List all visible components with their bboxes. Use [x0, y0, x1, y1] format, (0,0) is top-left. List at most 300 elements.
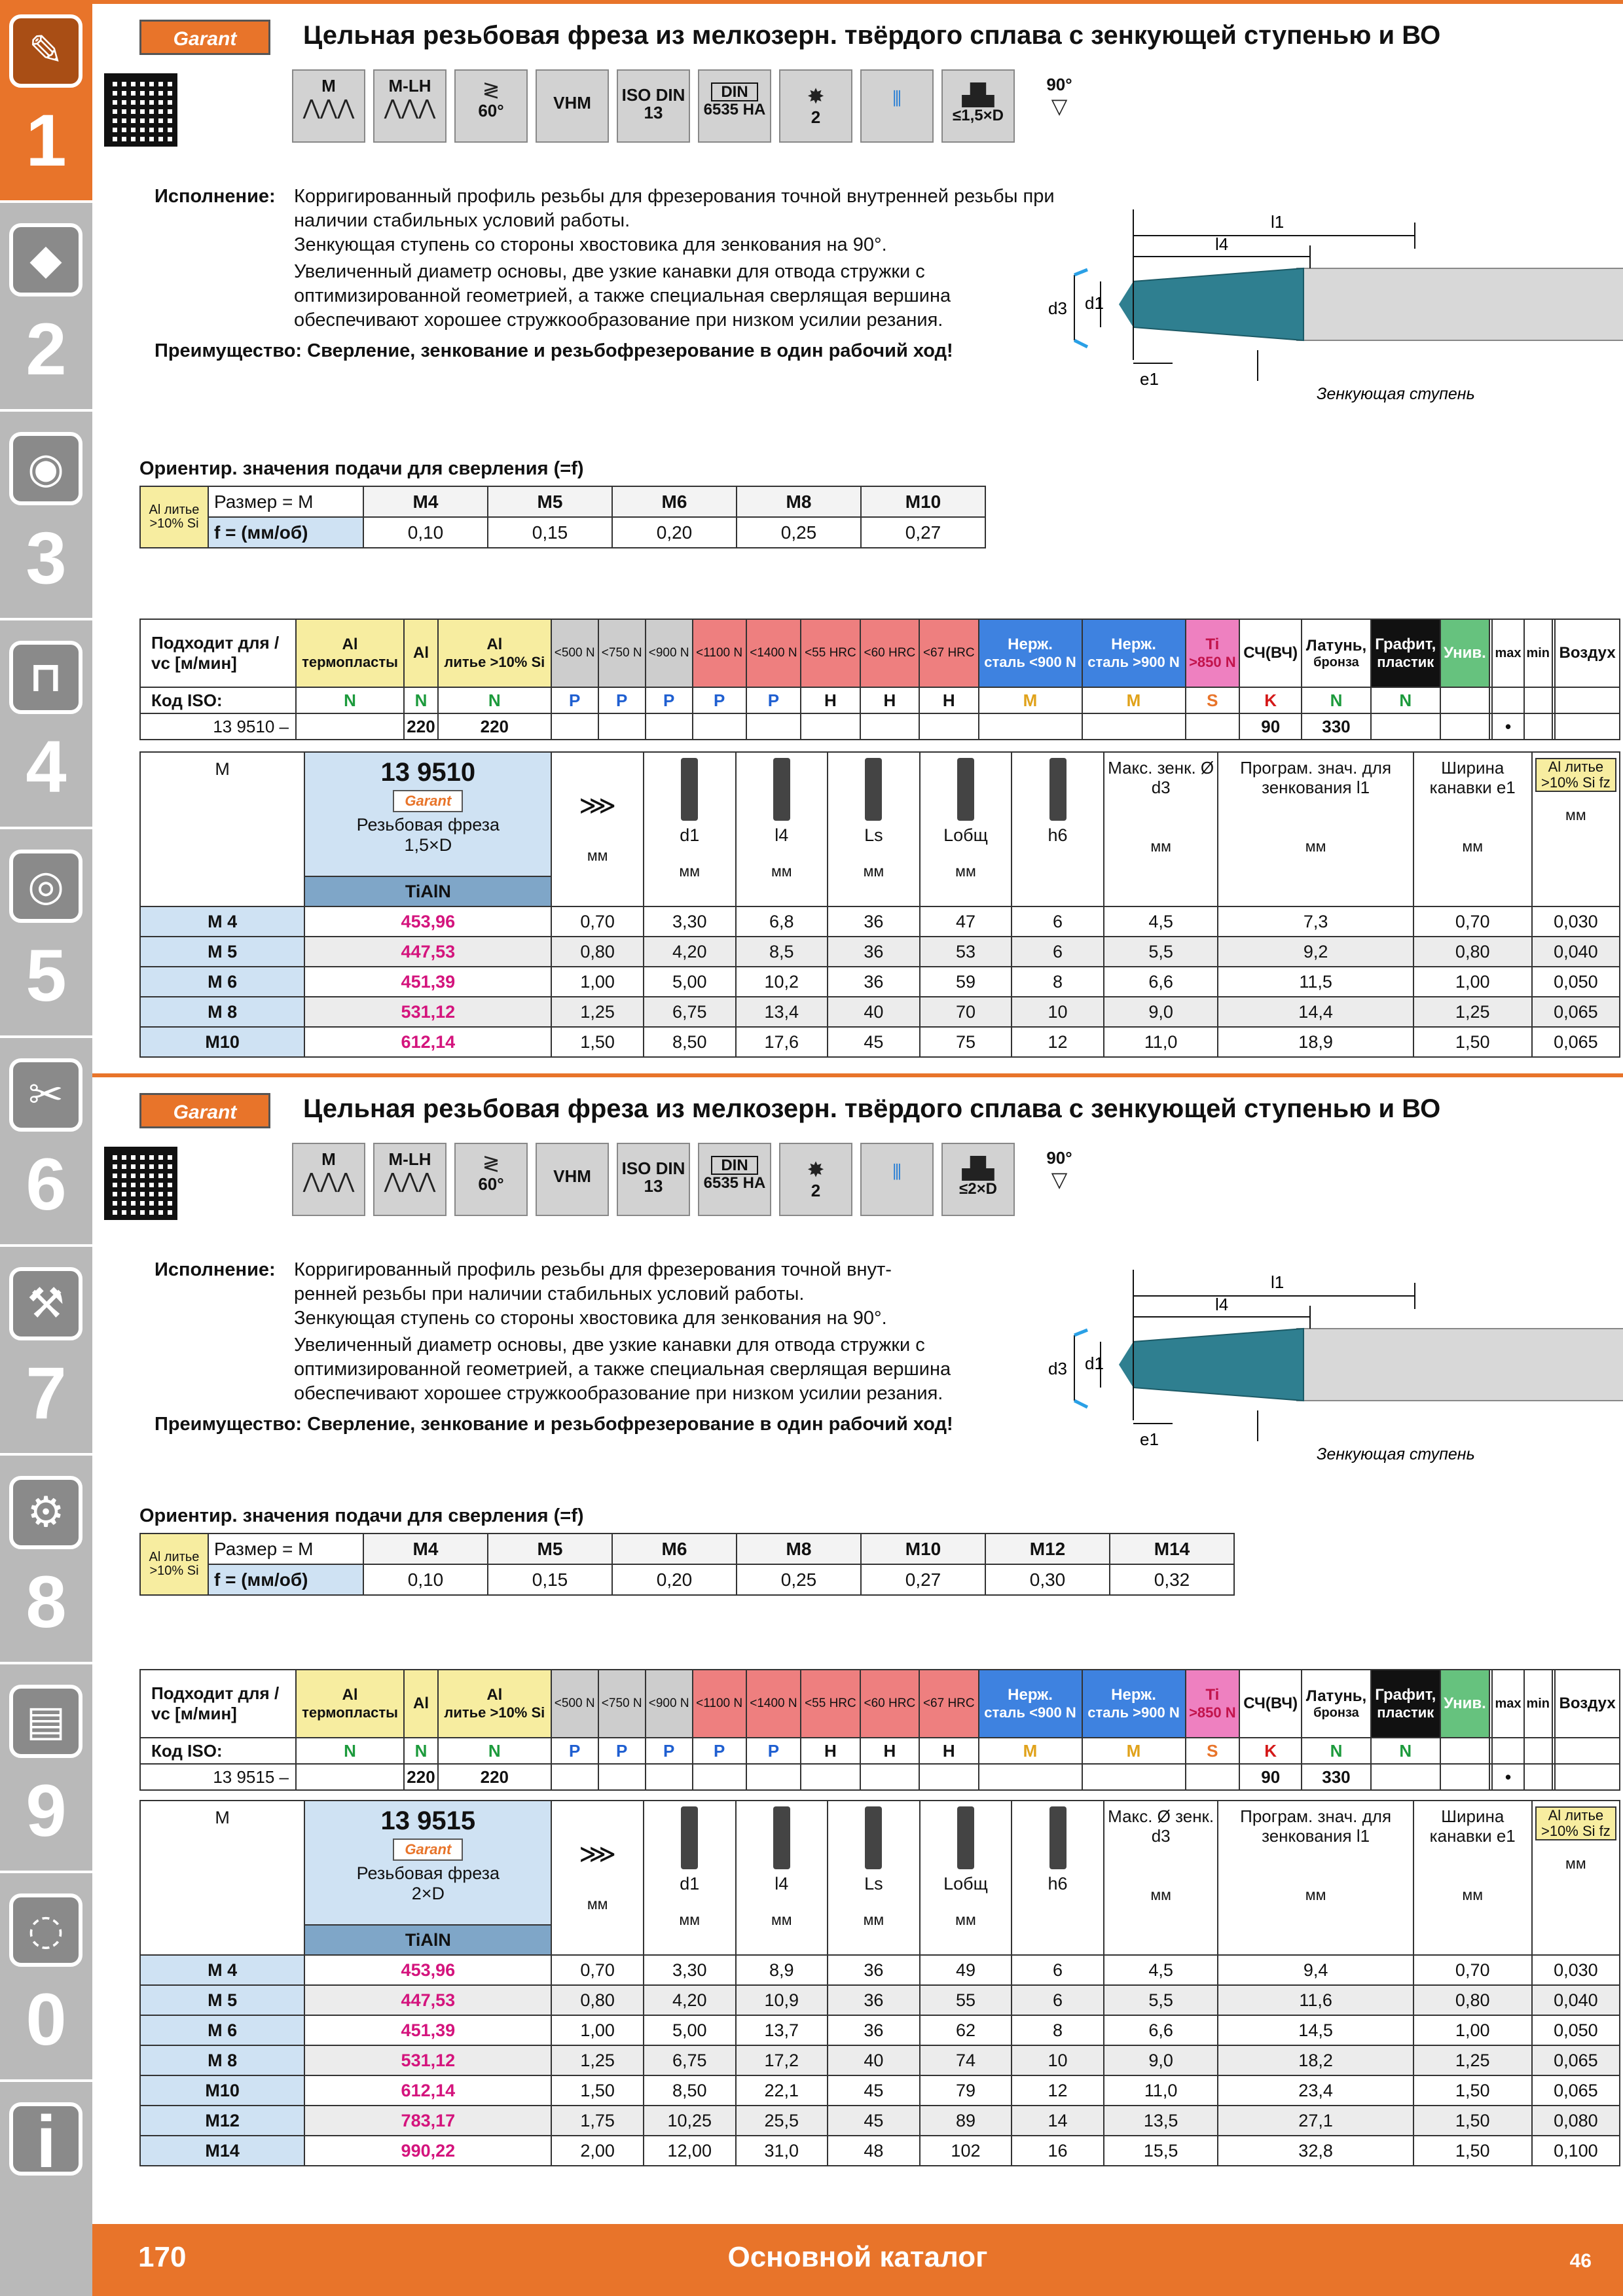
cell: 62 [920, 2015, 1012, 2045]
material-col: <67 HRC [919, 1670, 978, 1738]
iso-code: H [801, 1738, 860, 1764]
iso-code: N [438, 687, 551, 713]
table-row [140, 1027, 1620, 1057]
cell: 10 [1012, 2045, 1104, 2075]
thread-size: M12 [140, 2106, 304, 2136]
material-col: <900 N [646, 619, 693, 687]
table-row [140, 2015, 1620, 2045]
max-countersink-col: Макс. Ø зенк. d3 мм [1104, 1801, 1218, 1955]
garant-logo: Garant [139, 1093, 270, 1128]
carbide-icon: VHM [536, 69, 609, 143]
price: 451,39 [304, 967, 551, 997]
cutting-speed [746, 1764, 801, 1790]
cell: 36 [828, 967, 920, 997]
iso-code: N [296, 1738, 404, 1764]
cutting-speed: 330 [1302, 1764, 1370, 1790]
chapter-tab-2[interactable] [0, 209, 92, 412]
cell: 0,040 [1532, 937, 1620, 967]
iso-code: M [1082, 1738, 1186, 1764]
cutting-speed [551, 713, 598, 740]
cell: 11,5 [1218, 967, 1413, 997]
iso-code: P [551, 1738, 598, 1764]
material-col: Латунь, бронза [1302, 619, 1370, 687]
chuck-icon: ◉ [9, 432, 82, 505]
cell: 16 [1012, 2136, 1104, 2166]
tool-diagram [1035, 1270, 1623, 1466]
feed-table [139, 486, 986, 548]
advantage [155, 1414, 953, 1435]
feed-size: M5 [488, 486, 612, 517]
cutting-speed [693, 713, 746, 740]
thread-size: M 5 [140, 937, 304, 967]
iso-code: M [979, 687, 1082, 713]
cell: 4,20 [644, 937, 736, 967]
cell: 70 [920, 997, 1012, 1027]
cell: 0,80 [551, 1985, 644, 2015]
caliper-icon: ⊓ [9, 641, 82, 714]
cutting-speed [860, 713, 919, 740]
material-col: min [1524, 619, 1552, 687]
chapter-number: 5 [26, 935, 67, 1016]
price: 447,53 [304, 1985, 551, 2015]
feed-value: 0,30 [985, 1564, 1110, 1595]
table-row [140, 937, 1620, 967]
wrench-icon: ✂ [9, 1058, 82, 1132]
cell: 0,70 [551, 1955, 644, 1985]
iso-code: K [1239, 1738, 1302, 1764]
material-col: Al [404, 1670, 438, 1738]
product-section-1 [92, 0, 1623, 1073]
material-col: Al литье >10% Si [438, 1670, 551, 1738]
tool-icon [681, 1806, 698, 1869]
price: 612,14 [304, 1027, 551, 1057]
iso-code: P [646, 687, 693, 713]
advantage-label: Преимущество: [155, 1414, 302, 1435]
material-col: <500 N [551, 619, 598, 687]
f-label: f = (мм/об) [208, 517, 363, 548]
cell: 6 [1012, 937, 1104, 967]
price: 531,12 [304, 2045, 551, 2075]
cell: 48 [828, 2136, 920, 2166]
material-col: Нерж. сталь <900 N [979, 1670, 1082, 1738]
din-standard-icon: DIN 6535 HA [698, 1143, 771, 1216]
cell: 17,2 [736, 2045, 828, 2075]
depth-icon: ▟▙ ≤1,5×D [941, 69, 1015, 143]
cell: 6,75 [644, 997, 736, 1027]
cutting-speed: 220 [438, 713, 551, 740]
cell: 18,9 [1218, 1027, 1413, 1057]
cell: 4,20 [644, 1985, 736, 2015]
material-col: <1400 N [746, 1670, 801, 1738]
ls-col: Ls мм [828, 1801, 920, 1955]
col-m: M [140, 1801, 304, 1955]
cutting-speed: 90 [1239, 713, 1302, 740]
feed-size: M10 [861, 486, 985, 517]
l4-label: l4 [1215, 234, 1229, 254]
material-col: <55 HRC [801, 1670, 860, 1738]
iso-code [1440, 687, 1489, 713]
material-col: <900 N [646, 1670, 693, 1738]
thread-size: M 6 [140, 2015, 304, 2045]
price: 612,14 [304, 2075, 551, 2106]
iso-code: P [746, 1738, 801, 1764]
advantage [155, 340, 953, 362]
cutting-speed [551, 1764, 598, 1790]
feed-table [139, 1533, 1235, 1596]
material-col: <500 N [551, 1670, 598, 1738]
thread-size: M 4 [140, 906, 304, 937]
cell: 10,2 [736, 967, 828, 997]
cell: 5,5 [1104, 937, 1218, 967]
iso-code: P [598, 687, 646, 713]
cell: 1,00 [551, 967, 644, 997]
cell: 4,5 [1104, 906, 1218, 937]
thread-size: M 8 [140, 997, 304, 1027]
cell: 1,00 [551, 2015, 644, 2045]
cutting-speed [1371, 1764, 1440, 1790]
feed-value: 0,27 [861, 517, 985, 548]
iso-code: P [693, 1738, 746, 1764]
depth-icon: ▟▙ ≤2×D [941, 1143, 1015, 1216]
design-line: Корригированный профиль резьбы для фрезерования точной внут- [294, 1259, 892, 1280]
h6-col: h6 [1012, 1801, 1104, 1955]
cell: 1,50 [551, 1027, 644, 1057]
feed-size: M4 [363, 486, 488, 517]
cell: 23,4 [1218, 2075, 1413, 2106]
page-footer [92, 2224, 1623, 2296]
chapter-tab-3[interactable] [0, 418, 92, 620]
cutting-speed [296, 713, 404, 740]
cell: 74 [920, 2045, 1012, 2075]
thread-size: M 6 [140, 967, 304, 997]
cell: 75 [920, 1027, 1012, 1057]
iso-code: H [860, 1738, 919, 1764]
iso-code: P [551, 687, 598, 713]
feed-size: M8 [737, 1534, 861, 1564]
material-col: СЧ(ВЧ) [1239, 619, 1302, 687]
cutting-speed [801, 1764, 860, 1790]
col-m: M [140, 752, 304, 906]
chapter-number: i [35, 2101, 57, 2183]
design-line: ренней резьбы при наличии стабильных условий работы. [294, 1283, 805, 1304]
feature-icons [292, 1143, 1096, 1220]
iso-code: N [1302, 1738, 1370, 1764]
thread-size: M10 [140, 2075, 304, 2106]
cell: 1,25 [1413, 997, 1532, 1027]
material-col: Графит, пластик [1371, 1670, 1440, 1738]
design-line: Зенкующая ступень со стороны хвостовика для зенкования на 90°. [294, 1308, 887, 1329]
iso-code: H [860, 687, 919, 713]
chapter-tab-1[interactable] [0, 0, 92, 203]
material-col: СЧ(ВЧ) [1239, 1670, 1302, 1738]
section-divider [92, 0, 1623, 4]
cabinet-icon: ▤ [9, 1685, 82, 1758]
price: 451,39 [304, 2015, 551, 2045]
cell: 0,030 [1532, 1955, 1620, 1985]
chapter-tab-5[interactable] [0, 835, 92, 1038]
feed-size: M5 [488, 1534, 612, 1564]
chapter-tab-8[interactable] [0, 1462, 92, 1664]
cell: 0,80 [1413, 1985, 1532, 2015]
cell: 5,5 [1104, 1985, 1218, 2015]
chapter-number: 0 [26, 1979, 67, 2060]
iso-code: N [438, 1738, 551, 1764]
insert-icon: ◆ [9, 223, 82, 296]
d1-label: d1 [1085, 1354, 1104, 1373]
cell: 6 [1012, 906, 1104, 937]
cell: 0,80 [1413, 937, 1532, 967]
cutting-speed [646, 1764, 693, 1790]
material-col: Графит, пластик [1371, 619, 1440, 687]
page-number: 170 [138, 2241, 187, 2273]
cutting-speed: 220 [438, 1764, 551, 1790]
feed-value: 0,10 [363, 1564, 488, 1595]
cell: 6,8 [736, 906, 828, 937]
tool-icon [773, 758, 790, 821]
cell: 4,5 [1104, 1955, 1218, 1985]
cell: 1,25 [1413, 2045, 1532, 2075]
article-cell [304, 752, 551, 876]
feed-size: M14 [1110, 1534, 1234, 1564]
thread-profile-icon: ⋙ мм [551, 752, 644, 906]
feed-size: M10 [861, 1534, 985, 1564]
material-col: <750 N [598, 619, 646, 687]
cutting-speed: 330 [1302, 713, 1370, 740]
design-line: Увеличенный диаметр основы, две узкие канавки для отвода стружки с [294, 1335, 925, 1355]
iso-code [1492, 1738, 1523, 1764]
cell: 5,00 [644, 2015, 736, 2045]
d3-label: d3 [1048, 298, 1067, 318]
tool-icon [1049, 758, 1067, 821]
cell: 6 [1012, 1955, 1104, 1985]
feed-size: M8 [737, 486, 861, 517]
l1-label: l1 [1271, 212, 1285, 232]
cell: 0,040 [1532, 1985, 1620, 2015]
dimensions-table [139, 751, 1620, 1058]
feed-value: 0,25 [737, 1564, 861, 1595]
material-col: Al термопласты [296, 619, 404, 687]
garant-logo: Garant [139, 20, 270, 55]
coating: TiAlN [304, 1925, 551, 1955]
iso-code: P [746, 687, 801, 713]
feed-value: 0,10 [363, 517, 488, 548]
al-cast-badge: Al литье >10% Si [140, 1534, 208, 1595]
cell: 10,25 [644, 2106, 736, 2136]
cell: 45 [828, 1027, 920, 1057]
size-label: Размер = М [208, 486, 363, 517]
cell: 9,0 [1104, 997, 1218, 1027]
iso-code [1555, 687, 1620, 713]
design-line: оптимизированной геометрией, а также специальная сверлящая вершина [294, 285, 951, 306]
iso-code: M [1082, 687, 1186, 713]
toolbox-icon: ⚙ [9, 1476, 82, 1549]
cell: 0,050 [1532, 2015, 1620, 2045]
d1-col: d1 мм [644, 752, 736, 906]
feed-size: M6 [612, 486, 737, 517]
drill-icon: ✎ [9, 14, 82, 88]
material-col: Унив. [1440, 1670, 1489, 1738]
chapter-number: 2 [26, 308, 67, 390]
feed-title: Ориентир. значения подачи для сверления (=f) [139, 1505, 584, 1526]
din-standard-icon: DIN 6535 HA [698, 69, 771, 143]
table-row [140, 2136, 1620, 2166]
l4-col: l4 мм [736, 1801, 828, 1955]
iso-code: N [404, 1738, 438, 1764]
product-title: Цельная резьбовая фреза из мелкозерн. твёрдого сплава с зенкующей ступенью и ВО [303, 1094, 1441, 1123]
cutting-speed [1186, 713, 1240, 740]
cutting-speed [746, 713, 801, 740]
chapter-tab-4[interactable] [0, 626, 92, 829]
material-col: min [1524, 1670, 1552, 1738]
iso-code: N [404, 687, 438, 713]
iso-code [1555, 1738, 1620, 1764]
material-col: Воздух [1555, 619, 1620, 687]
garant-mini-logo: Garant [393, 1839, 463, 1861]
chapter-number: 1 [26, 99, 67, 181]
cell: 3,30 [644, 1955, 736, 1985]
design-line: обеспечивают хорошее стружкообразование при низком усилии резания. [294, 310, 943, 331]
cell: 59 [920, 967, 1012, 997]
pliers-icon: ⚒ [9, 1267, 82, 1340]
size-label: Размер = М [208, 1534, 363, 1564]
cell: 8,50 [644, 1027, 736, 1057]
cell: 10 [1012, 997, 1104, 1027]
cell: 40 [828, 997, 920, 1027]
material-col: Al литье >10% Si [438, 619, 551, 687]
cell: 13,5 [1104, 2106, 1218, 2136]
chapter-tab-6[interactable] [0, 1044, 92, 1247]
cell: 8 [1012, 2015, 1104, 2045]
cell: 0,100 [1532, 2136, 1620, 2166]
thread-size: M10 [140, 1027, 304, 1057]
iso-code: N [1371, 1738, 1440, 1764]
iso-code: H [919, 1738, 978, 1764]
iso-code: P [598, 1738, 646, 1764]
l4-label: l4 [1215, 1295, 1229, 1314]
cutting-speed [860, 1764, 919, 1790]
iso-code [1440, 1738, 1489, 1764]
table-row [140, 997, 1620, 1027]
iso-code: H [801, 687, 860, 713]
cell: 45 [828, 2106, 920, 2136]
table-row [140, 967, 1620, 997]
tool-icon [957, 758, 974, 821]
material-col: <60 HRC [860, 1670, 919, 1738]
cell: 89 [920, 2106, 1012, 2136]
cutting-speed: • [1492, 1764, 1523, 1790]
cell: 45 [828, 2075, 920, 2106]
max-countersink-col: Макс. зенк. Ø d3 мм [1104, 752, 1218, 906]
cell: 1,25 [551, 997, 644, 1027]
table-row [140, 2075, 1620, 2106]
cell: 11,6 [1218, 1985, 1413, 2015]
chapter-tab-9[interactable] [0, 1670, 92, 1873]
thread-size: M14 [140, 2136, 304, 2166]
cell: 1,75 [551, 2106, 644, 2136]
cutting-speed [1555, 1764, 1620, 1790]
cell: 0,065 [1532, 1027, 1620, 1057]
cell: 14,5 [1218, 2015, 1413, 2045]
feed-value: 0,20 [612, 1564, 737, 1595]
material-col: <55 HRC [801, 619, 860, 687]
cell: 12 [1012, 2075, 1104, 2106]
cutting-speed [979, 713, 1082, 740]
article-cell [304, 1801, 551, 1925]
qr-code-icon[interactable] [104, 73, 177, 147]
material-col: Ti >850 N [1186, 1670, 1240, 1738]
table-row [140, 2106, 1620, 2136]
qr-code-icon[interactable] [104, 1147, 177, 1220]
chapter-sidebar [0, 0, 92, 2296]
design-line: оптимизированной геометрией, а также специальная сверлящая вершина [294, 1359, 951, 1380]
thread-angle-icon: ≷ 60° [454, 1143, 528, 1216]
step-caption: Зенкующая ступень [1317, 385, 1475, 403]
material-col: max [1492, 1670, 1523, 1738]
materials-label: Подходит для / vc [м/мин] [140, 1670, 296, 1738]
design-label: Исполнение: [155, 186, 276, 207]
cell: 102 [920, 2136, 1012, 2166]
tool-ratio: 1,5×D [404, 835, 452, 855]
cell: 31,0 [736, 2136, 828, 2166]
material-col: <750 N [598, 1670, 646, 1738]
flutes-icon: ✸ 2 [779, 1143, 852, 1216]
cell: 22,1 [736, 2075, 828, 2106]
ls-col: Ls мм [828, 752, 920, 906]
article-prefix: 13 9510 – [140, 713, 296, 740]
tool-icon [1049, 1806, 1067, 1869]
section-divider [92, 1073, 1623, 1077]
cell: 36 [828, 1955, 920, 1985]
d3-label: d3 [1048, 1359, 1067, 1378]
feed-title: Ориентир. значения подачи для сверления (=f) [139, 458, 584, 479]
iso-code [1524, 687, 1552, 713]
material-col: Al [404, 619, 438, 687]
feed-size: M12 [985, 1534, 1110, 1564]
material-col: Нерж. сталь >900 N [1082, 1670, 1186, 1738]
iso-code: S [1186, 687, 1240, 713]
cell: 1,50 [1413, 1027, 1532, 1057]
material-col: <1100 N [693, 619, 746, 687]
chapter-tab-i[interactable] [0, 2088, 92, 2296]
cell: 0,030 [1532, 906, 1620, 937]
chapter-tab-7[interactable] [0, 1253, 92, 1456]
cell: 47 [920, 906, 1012, 937]
cell: 32,8 [1218, 2136, 1413, 2166]
material-col: Латунь, бронза [1302, 1670, 1370, 1738]
chapter-tab-0[interactable] [0, 1879, 92, 2082]
cutter-drawing [1035, 209, 1623, 406]
table-row [140, 1955, 1620, 1985]
countersink-icon: 90° ▽ [1023, 1143, 1096, 1216]
d1-col: d1 мм [644, 1801, 736, 1955]
article-number: 13 9515 [380, 1806, 476, 1835]
article-prefix: 13 9515 – [140, 1764, 296, 1790]
product-section-2 [92, 1073, 1623, 2212]
cell: 10,9 [736, 1985, 828, 2015]
materials-table [139, 1669, 1620, 1791]
iso-label: Код ISO: [140, 1738, 296, 1764]
groove-width-col: Ширина канавки e1 мм [1413, 752, 1532, 906]
material-col: <1100 N [693, 1670, 746, 1738]
price: 447,53 [304, 937, 551, 967]
fz-col: Al литье >10% Si fz мм [1532, 752, 1620, 906]
cell: 36 [828, 906, 920, 937]
program-value-col: Програм. знач. для зенкования l1 мм [1218, 1801, 1413, 1955]
design-description [155, 1258, 1176, 1415]
iso-standard-icon: ISO DIN 13 [617, 69, 690, 143]
saw-icon: ◎ [9, 850, 82, 923]
iso-code [1492, 687, 1523, 713]
